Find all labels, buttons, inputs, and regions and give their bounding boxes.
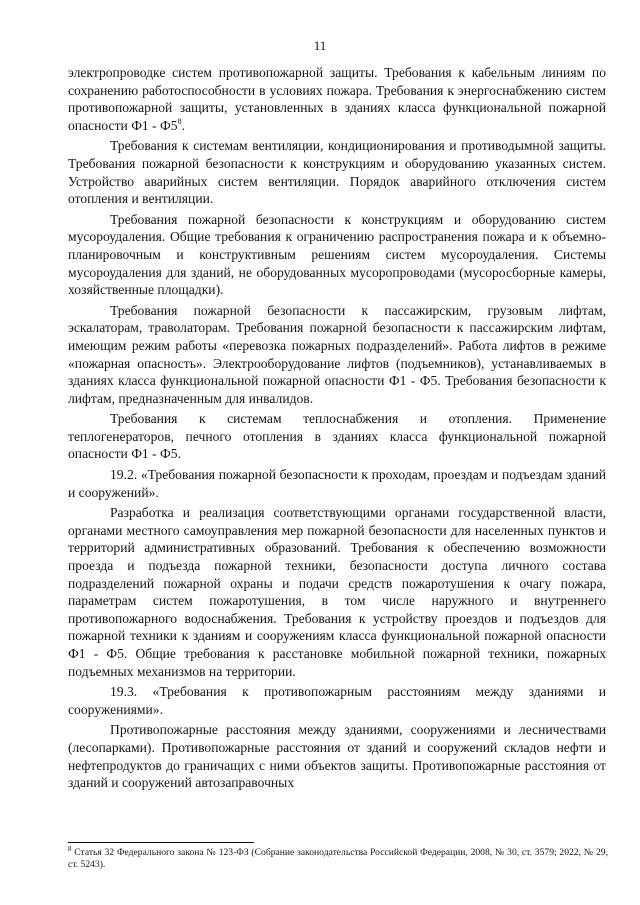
- paragraph-tail: .: [181, 117, 185, 133]
- document-body: [68, 64, 606, 792]
- footnote-text: Статья 32 Федерального закона № 123-ФЗ (Собрание законодательства Российской Федерации, 2008, № 30, ст. 3579; 2022, № 29, ст. 5243).: [68, 847, 609, 871]
- paragraph-refuse-disposal: Требования пожарной безопасности к конструкциям и оборудованию систем мусороудаления. Общие требования к ограничению распространения пожара и к объемно-планировочным и конструктивным решениям систем мусороудаления. Системы мусороудаления для зданий, не оборудованных мусоропроводами (мусоросборные камеры, хозяйственные площадки).: [68, 211, 606, 298]
- footnote-marker: 8: [68, 845, 72, 853]
- paragraph-elevators: Требования пожарной безопасности к пассажирским, грузовым лифтам, эскалаторам, траволаторам. Требования пожарной безопасности к пассажирским лифтам, имеющим режим работы «перевозка пожарных подразделений». Работа лифтов в режиме «пожарная опасность». Электрооборудование лифтов (подъемников), устанавливаемых в зданиях класса функциональной пожарной опасности Ф1 - Ф5. Требования безопасности к лифтам, предназначенным для инвалидов.: [68, 302, 606, 406]
- page-number: 11: [313, 38, 327, 53]
- footnote: [68, 847, 608, 872]
- section-heading-19-3: 19.3. «Требования к противопожарным расстояниям между зданиями и сооружениями».: [68, 684, 606, 717]
- footnote-separator: [68, 842, 254, 843]
- paragraph-fire-access: Разработка и реализация соответствующими органами государственной власти, органами местного самоуправления мер пожарной безопасности для населенных пунктов и территорий административных образований. Требования к обеспечению возможности проезда и подъезда пожарной техники, безопасности доступа личного состава подразделений пожарной охраны и подачи средств пожаротушения к очагу пожара, параметрам систем пожаротушения, в том числе наружного и внутреннего противопожарного водоснабжения. Требования к устройству проездов и подъездов для пожарной техники к зданиям и сооружениям класса функциональной пожарной опасности Ф1 - Ф5. Общие требования к расстановке мобильной пожарной техники, пожарных подъемных механизмов на территории.: [68, 505, 606, 679]
- section-heading-19-2: 19.2. «Требования пожарной безопасности к проходам, проездам и подъездам зданий и сооружений».: [68, 467, 606, 500]
- paragraph-fire-distances: Противопожарные расстояния между зданиями, сооружениями и лесничествами (лесопарками). Противопожарные расстояния от зданий и сооружений складов нефти и нефтепродуктов до граничащих с ними объектов защиты. Противопожарные расстояния от зданий и сооружений автозаправочных: [68, 722, 606, 791]
- paragraph-electrical: [68, 64, 606, 134]
- paragraph-text: электропроводке систем противопожарной защиты. Требования к кабельным линиям по сохранению работоспособности в условиях пожара. Требования к энергоснабжению систем противопожарной защиты, установленных в зданиях класса функциональной пожарной опасности Ф1 - Ф5: [68, 65, 606, 133]
- paragraph-heating: Требования к системам теплоснабжения и отопления. Применение теплогенераторов, печного отопления в зданиях класса функциональной пожарной опасности Ф1 - Ф5.: [68, 411, 606, 462]
- paragraph-ventilation: Требования к системам вентиляции, кондиционирования и противодымной защиты. Требования пожарной безопасности к конструкциям и оборудованию указанных систем. Устройство аварийных систем вентиляции. Порядок аварийного отключения систем отопления и вентиляции.: [68, 138, 606, 207]
- footnote-reference[interactable]: 8: [177, 116, 182, 126]
